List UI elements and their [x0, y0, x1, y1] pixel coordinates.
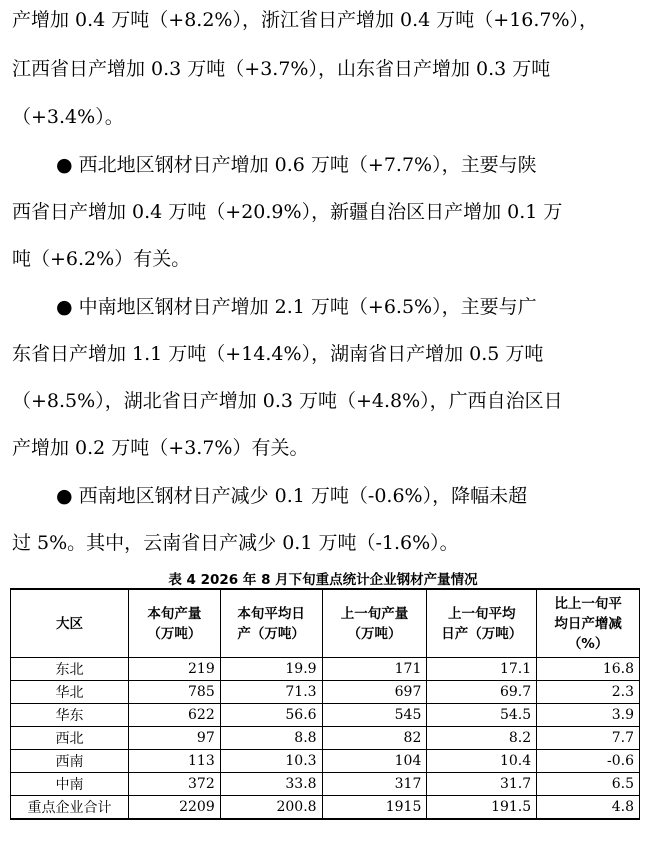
table-row	[11, 658, 640, 681]
steel-output-table	[10, 588, 640, 820]
cell-region: 西南	[11, 750, 129, 773]
header-prev-avg-daily: 上一旬平均 日产（万吨）	[427, 589, 537, 658]
cell-change-pct: 16.8	[537, 658, 640, 681]
cell-prev-avg-daily: 69.7	[427, 681, 537, 704]
cell-avg-daily: 200.8	[220, 796, 322, 820]
cell-prev-output: 171	[322, 658, 427, 681]
cell-prev-output: 317	[322, 773, 427, 796]
table-row	[11, 750, 640, 773]
table-header-row	[11, 589, 640, 658]
header-output: 本旬产量 （万吨）	[128, 589, 220, 658]
cell-output: 622	[128, 704, 220, 727]
header-prev-output: 上一旬产量 （万吨）	[322, 589, 427, 658]
header-change-pct: 比上一旬平 均日产增减 （%）	[537, 589, 640, 658]
cell-change-pct: 3.9	[537, 704, 640, 727]
bullet-line: ● 西北地区钢材日产增加 0.6 万吨（+7.7%），主要与陕	[56, 154, 537, 176]
cell-avg-daily: 19.9	[220, 658, 322, 681]
cell-region: 华东	[11, 704, 129, 727]
table-row	[11, 704, 640, 727]
cell-region: 华北	[11, 681, 129, 704]
table-row	[11, 773, 640, 796]
cell-region: 西北	[11, 727, 129, 750]
table-row	[11, 727, 640, 750]
cell-output: 113	[128, 750, 220, 773]
text-line: 江西省日产增加 0.3 万吨（+3.7%），山东省日产增加 0.3 万吨	[12, 58, 551, 80]
cell-prev-avg-daily: 8.2	[427, 727, 537, 750]
cell-output: 372	[128, 773, 220, 796]
cell-avg-daily: 8.8	[220, 727, 322, 750]
text-line: 吨（+6.2%）有关。	[12, 248, 191, 270]
text-line: 产增加 0.4 万吨（+8.2%），浙江省日产增加 0.4 万吨（+16.7%），	[12, 9, 599, 31]
cell-change-pct: -0.6	[537, 750, 640, 773]
header-avg-daily: 本旬平均日 产（万吨）	[220, 589, 322, 658]
cell-prev-avg-daily: 31.7	[427, 773, 537, 796]
text-line: 西省日产增加 0.4 万吨（+20.9%），新疆自治区日产增加 0.1 万	[12, 201, 563, 223]
text-line: 东省日产增加 1.1 万吨（+14.4%），湖南省日产增加 0.5 万吨	[12, 343, 544, 365]
cell-output: 97	[128, 727, 220, 750]
text-line: （+8.5%），湖北省日产增加 0.3 万吨（+4.8%），广西自治区日	[12, 390, 563, 412]
cell-prev-output: 697	[322, 681, 427, 704]
cell-avg-daily: 71.3	[220, 681, 322, 704]
cell-region: 重点企业合计	[11, 796, 129, 820]
bullet-line: ● 西南地区钢材日产减少 0.1 万吨（-0.6%），降幅未超	[56, 485, 528, 507]
cell-prev-output: 545	[322, 704, 427, 727]
text-line: （+3.4%）。	[12, 106, 124, 128]
cell-change-pct: 7.7	[537, 727, 640, 750]
cell-prev-avg-daily: 17.1	[427, 658, 537, 681]
cell-prev-output: 104	[322, 750, 427, 773]
text-line: 过 5%。其中，云南省日产减少 0.1 万吨（-1.6%）。	[12, 532, 459, 554]
text-line: 产增加 0.2 万吨（+3.7%）有关。	[12, 437, 309, 459]
cell-change-pct: 4.8	[537, 796, 640, 820]
cell-prev-output: 1915	[322, 796, 427, 820]
header-region: 大区	[11, 589, 129, 658]
cell-output: 785	[128, 681, 220, 704]
cell-change-pct: 2.3	[537, 681, 640, 704]
cell-avg-daily: 10.3	[220, 750, 322, 773]
cell-change-pct: 6.5	[537, 773, 640, 796]
bullet-line: ● 中南地区钢材日产增加 2.1 万吨（+6.5%），主要与广	[56, 296, 537, 318]
cell-output: 219	[128, 658, 220, 681]
table-caption: 表 4 2026 年 8 月下旬重点统计企业钢材产量情况	[168, 572, 478, 588]
cell-region: 中南	[11, 773, 129, 796]
cell-prev-avg-daily: 10.4	[427, 750, 537, 773]
cell-prev-avg-daily: 54.5	[427, 704, 537, 727]
cell-avg-daily: 56.6	[220, 704, 322, 727]
table-row	[11, 681, 640, 704]
cell-region: 东北	[11, 658, 129, 681]
table-total-row	[11, 796, 640, 820]
cell-prev-avg-daily: 191.5	[427, 796, 537, 820]
cell-prev-output: 82	[322, 727, 427, 750]
cell-output: 2209	[128, 796, 220, 820]
cell-avg-daily: 33.8	[220, 773, 322, 796]
